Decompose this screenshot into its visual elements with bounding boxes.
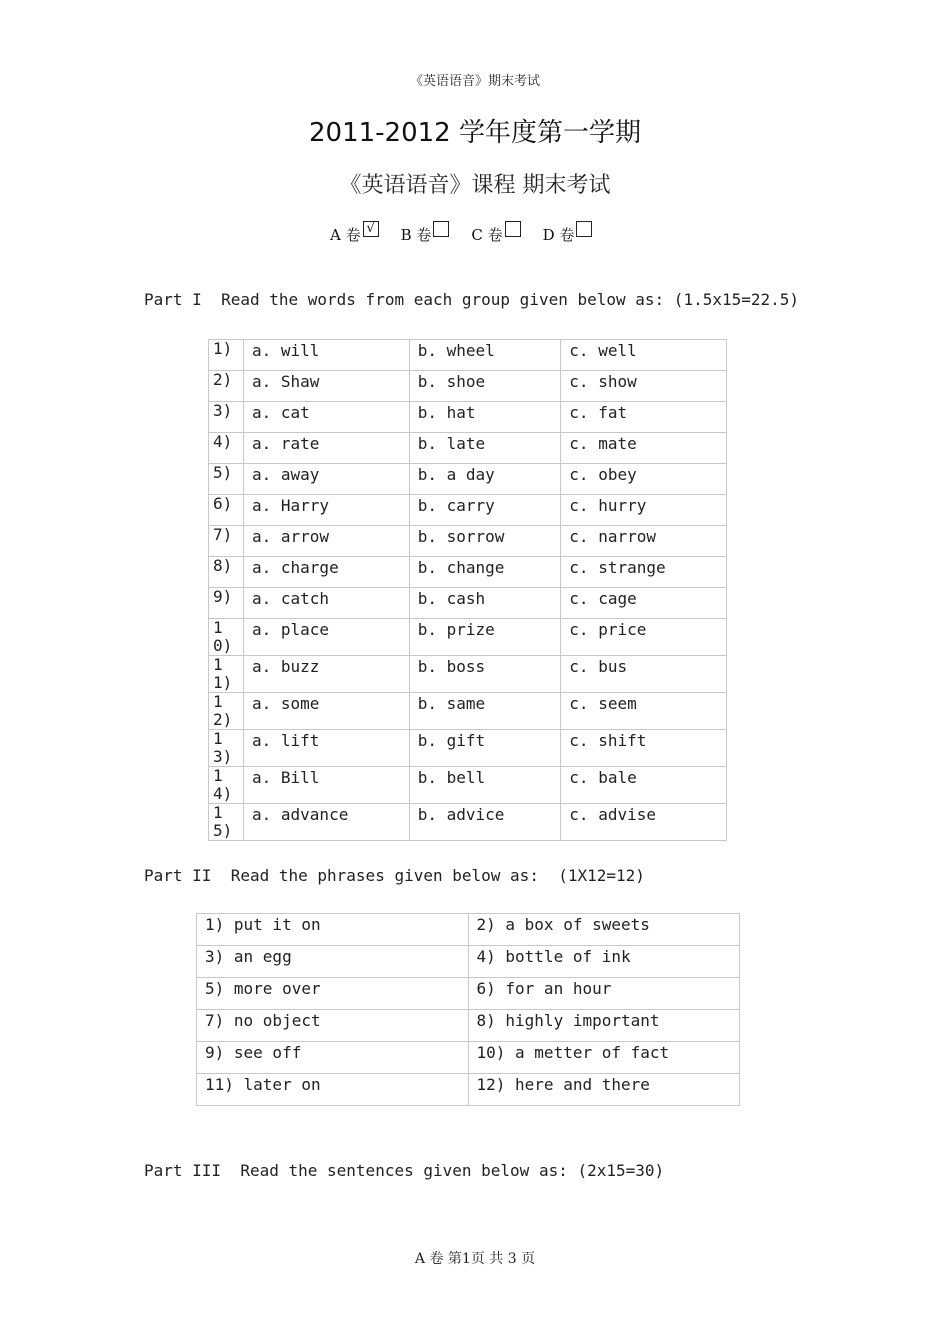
- option-a: a. lift: [244, 730, 410, 767]
- item-number-text: 2): [213, 370, 233, 389]
- option-a: a. advance: [244, 804, 410, 841]
- option-a: a. Shaw: [244, 371, 410, 402]
- phrase-cell: 5) more over: [197, 978, 469, 1010]
- option-b: b. carry: [409, 495, 561, 526]
- table-row: [209, 693, 727, 730]
- paper-a-checkbox: [363, 221, 379, 237]
- option-b: b. advice: [409, 804, 561, 841]
- table-row: [209, 340, 727, 371]
- option-a: a. charge: [244, 557, 410, 588]
- option-c: c. show: [561, 371, 727, 402]
- option-a: a. will: [244, 340, 410, 371]
- paper-c-checkbox: [505, 221, 521, 237]
- item-number: [209, 371, 244, 402]
- phrase-cell: 10) a metter of fact: [468, 1042, 740, 1074]
- part2-title: Part II Read the phrases given below as: (1X12=12): [144, 866, 645, 885]
- item-number-text: 10): [213, 618, 233, 655]
- paper-c: [471, 224, 520, 245]
- option-a: a. arrow: [244, 526, 410, 557]
- option-a: a. cat: [244, 402, 410, 433]
- phrase-cell: 8) highly important: [468, 1010, 740, 1042]
- option-c: c. bale: [561, 767, 727, 804]
- option-c: c. mate: [561, 433, 727, 464]
- item-number-text: 8): [213, 556, 233, 575]
- table-row: [209, 557, 727, 588]
- item-number-text: 15): [213, 803, 233, 840]
- table-row: [209, 804, 727, 841]
- option-c: c. narrow: [561, 526, 727, 557]
- item-number-text: 9): [213, 587, 233, 606]
- paper-selector: [330, 221, 614, 245]
- option-a: a. rate: [244, 433, 410, 464]
- option-c: c. bus: [561, 656, 727, 693]
- item-number: [209, 619, 244, 656]
- table-row: [197, 946, 740, 978]
- option-a: a. catch: [244, 588, 410, 619]
- option-c: c. cage: [561, 588, 727, 619]
- item-number: [209, 730, 244, 767]
- paper-c-label: C 卷: [471, 226, 503, 244]
- table-row: [209, 656, 727, 693]
- phrase-cell: 1) put it on: [197, 914, 469, 946]
- table-row: [197, 1042, 740, 1074]
- option-b: b. change: [409, 557, 561, 588]
- option-a: a. buzz: [244, 656, 410, 693]
- paper-b-checkbox: [433, 221, 449, 237]
- item-number-text: 13): [213, 729, 233, 766]
- part1-word-table: [208, 339, 727, 841]
- option-c: c. price: [561, 619, 727, 656]
- item-number-text: 7): [213, 525, 233, 544]
- paper-a: [330, 221, 379, 245]
- option-b: b. bell: [409, 767, 561, 804]
- item-number: [209, 656, 244, 693]
- page-footer: A 卷 第1页 共 3 页: [414, 1251, 536, 1267]
- item-number: [209, 588, 244, 619]
- part1-title: Part I Read the words from each group given below as: (1.5x15=22.5): [144, 290, 800, 309]
- item-number-text: 1): [213, 339, 233, 358]
- check-mark-icon: √: [366, 221, 375, 236]
- option-c: c. well: [561, 340, 727, 371]
- table-row: [209, 767, 727, 804]
- option-a: a. Bill: [244, 767, 410, 804]
- item-number: [209, 464, 244, 495]
- table-row: [209, 433, 727, 464]
- table-row: [209, 526, 727, 557]
- item-number: [209, 557, 244, 588]
- option-b: b. late: [409, 433, 561, 464]
- exam-title: 2011-2012 学年度第一学期: [309, 118, 641, 148]
- paper-b-label: B 卷: [400, 226, 432, 244]
- item-number: [209, 495, 244, 526]
- phrase-cell: 4) bottle of ink: [468, 946, 740, 978]
- option-b: b. hat: [409, 402, 561, 433]
- table-row: [209, 402, 727, 433]
- table-row: [197, 914, 740, 946]
- phrase-cell: 9) see off: [197, 1042, 469, 1074]
- option-b: b. cash: [409, 588, 561, 619]
- running-header: 《英语语音》期末考试: [409, 74, 540, 89]
- exam-subtitle: 《英语语音》课程 期末考试: [339, 173, 611, 198]
- table-row: [197, 978, 740, 1010]
- option-b: b. a day: [409, 464, 561, 495]
- item-number: [209, 526, 244, 557]
- phrase-cell: 7) no object: [197, 1010, 469, 1042]
- paper-d: [543, 224, 593, 245]
- item-number-text: 11): [213, 655, 233, 692]
- item-number-text: 5): [213, 463, 233, 482]
- paper-b: [401, 224, 450, 245]
- item-number-text: 12): [213, 692, 233, 729]
- paper-d-checkbox: [576, 221, 592, 237]
- paper-a-label: A 卷: [330, 226, 361, 244]
- paper-d-label: D 卷: [542, 226, 575, 244]
- part3-title: Part III Read the sentences given below as: (2x15=30): [144, 1161, 665, 1180]
- option-c: c. strange: [561, 557, 727, 588]
- phrase-cell: 12) here and there: [468, 1074, 740, 1106]
- option-a: a. away: [244, 464, 410, 495]
- item-number-text: 3): [213, 401, 233, 420]
- option-c: c. hurry: [561, 495, 727, 526]
- phrase-cell: 3) an egg: [197, 946, 469, 978]
- part2-phrase-table: [196, 913, 740, 1106]
- option-b: b. wheel: [409, 340, 561, 371]
- option-b: b. same: [409, 693, 561, 730]
- item-number: [209, 340, 244, 371]
- table-row: [209, 371, 727, 402]
- option-b: b. gift: [409, 730, 561, 767]
- option-c: c. obey: [561, 464, 727, 495]
- table-row: [209, 730, 727, 767]
- phrase-cell: 6) for an hour: [468, 978, 740, 1010]
- option-a: a. place: [244, 619, 410, 656]
- table-row: [209, 495, 727, 526]
- table-row: [209, 619, 727, 656]
- option-a: a. Harry: [244, 495, 410, 526]
- option-b: b. sorrow: [409, 526, 561, 557]
- item-number: [209, 433, 244, 464]
- option-b: b. shoe: [409, 371, 561, 402]
- item-number: [209, 804, 244, 841]
- option-a: a. some: [244, 693, 410, 730]
- option-b: b. prize: [409, 619, 561, 656]
- option-c: c. fat: [561, 402, 727, 433]
- option-c: c. advise: [561, 804, 727, 841]
- option-b: b. boss: [409, 656, 561, 693]
- option-c: c. shift: [561, 730, 727, 767]
- phrase-cell: 11) later on: [197, 1074, 469, 1106]
- item-number-text: 4): [213, 432, 233, 451]
- item-number-text: 6): [213, 494, 233, 513]
- phrase-cell: 2) a box of sweets: [468, 914, 740, 946]
- item-number: [209, 693, 244, 730]
- item-number: [209, 402, 244, 433]
- item-number: [209, 767, 244, 804]
- table-row: [197, 1074, 740, 1106]
- item-number-text: 14): [213, 766, 233, 803]
- table-row: [209, 464, 727, 495]
- table-row: [209, 588, 727, 619]
- option-c: c. seem: [561, 693, 727, 730]
- table-row: [197, 1010, 740, 1042]
